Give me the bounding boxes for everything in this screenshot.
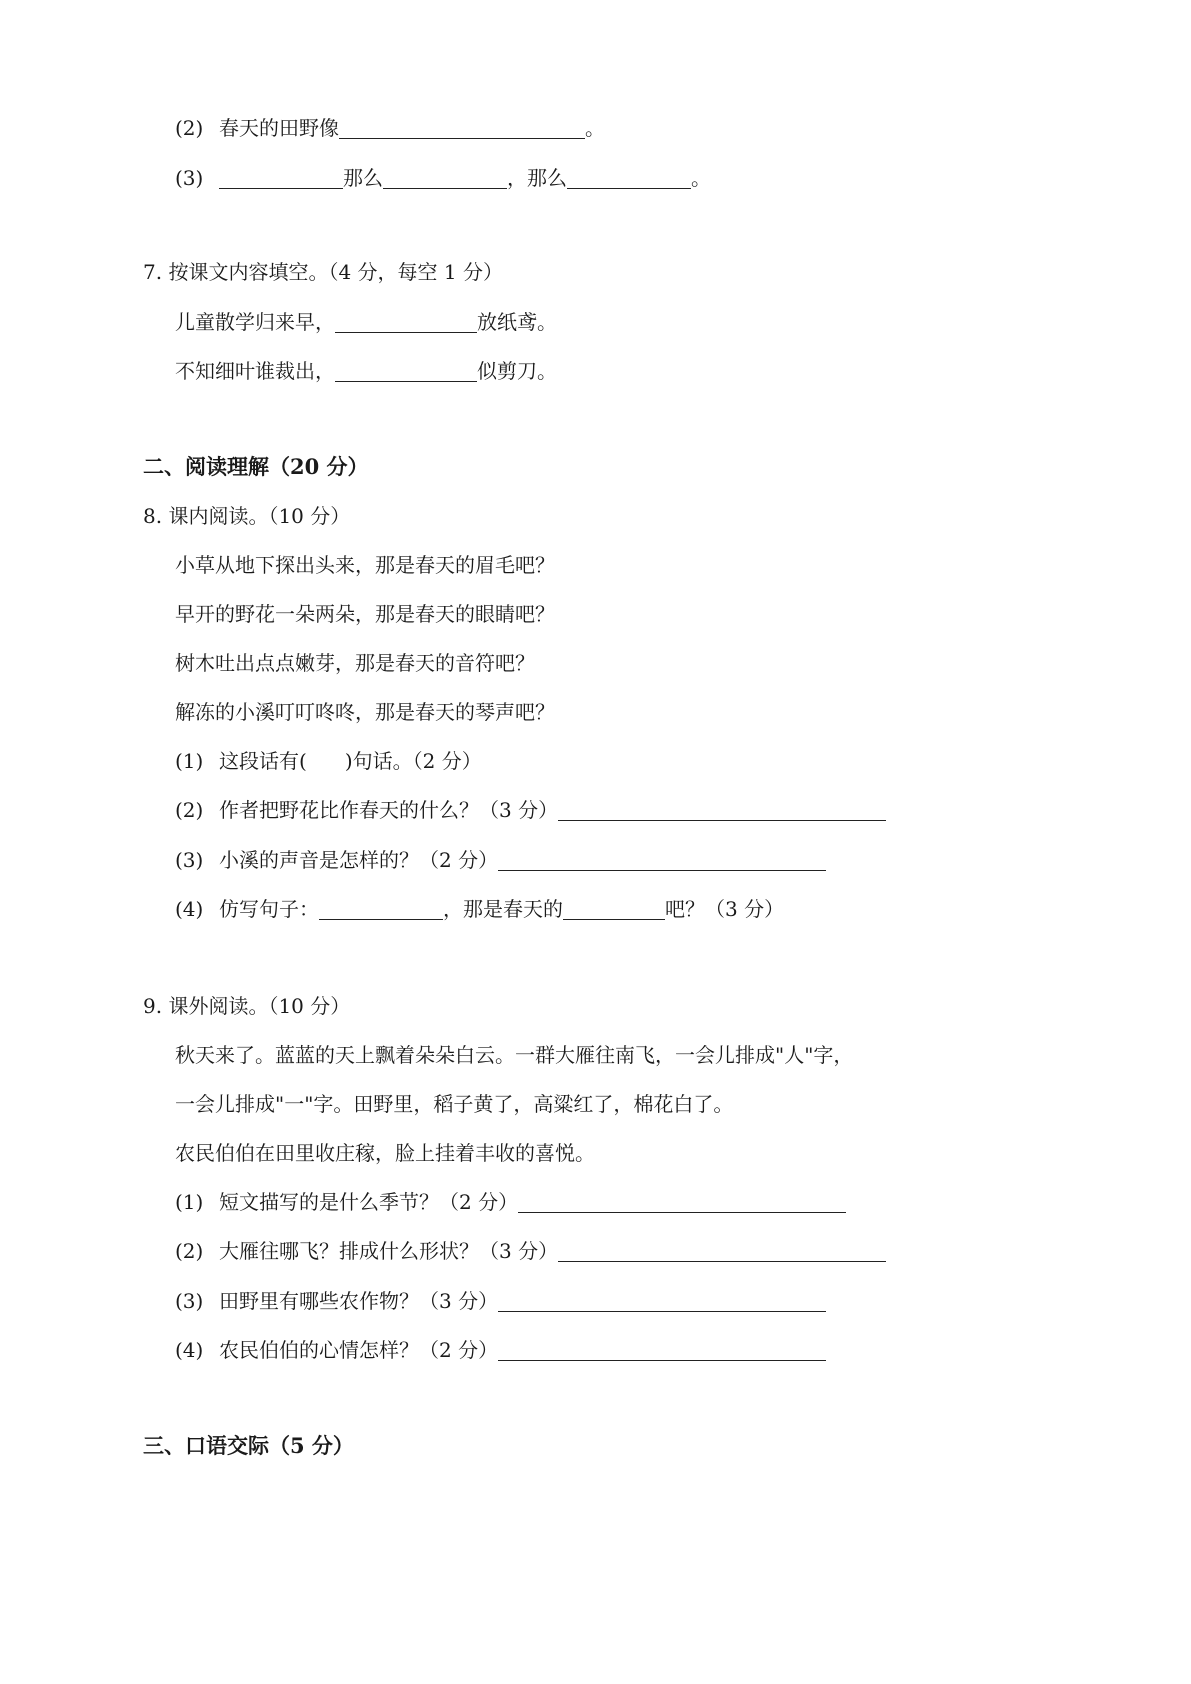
item-index: (4) (175, 897, 204, 921)
answer-blank[interactable] (319, 899, 443, 920)
item-index: (3) (175, 166, 204, 190)
answer-blank[interactable] (498, 850, 826, 871)
item-text: 那么 (343, 166, 383, 190)
item-text: 仿写句子： (219, 897, 319, 921)
q9-passage-line: 农民伯伯在田里收庄稼，脸上挂着丰收的喜悦。 (175, 1141, 595, 1165)
answer-blank[interactable] (383, 168, 507, 189)
q7-line-2 (175, 357, 557, 385)
answer-blank[interactable] (498, 1340, 826, 1361)
answer-blank[interactable] (335, 312, 477, 333)
item-text: 大雁往哪飞？排成什么形状？（3 分） (219, 1239, 559, 1263)
q8-sub-4 (175, 895, 784, 923)
punct: 。 (691, 166, 711, 190)
q8-sub-2 (175, 796, 886, 824)
q9-sub-4 (175, 1336, 826, 1364)
item-text: 春天的田野像 (219, 116, 339, 140)
answer-blank[interactable] (498, 1291, 826, 1312)
item-index: (2) (175, 798, 204, 822)
q9-sub-3 (175, 1287, 826, 1315)
item-text: 短文描写的是什么季节？（2 分） (219, 1190, 519, 1214)
item-index: (2) (175, 1239, 204, 1263)
q8-sub-1 (175, 747, 482, 775)
q6-item-2 (175, 114, 605, 142)
q7-title: 7. 按课文内容填空。（4 分，每空 1 分） (143, 260, 503, 284)
q8-passage-line: 树木吐出点点嫩芽，那是春天的音符吧？ (175, 651, 535, 675)
item-index: (1) (175, 1190, 204, 1214)
q9-sub-2 (175, 1237, 886, 1265)
line-text: 放纸鸢。 (477, 310, 557, 334)
item-index: (3) (175, 848, 204, 872)
q8-passage-line: 早开的野花一朵两朵，那是春天的眼睛吧？ (175, 602, 555, 626)
answer-blank[interactable] (339, 118, 585, 139)
q8-sub-3 (175, 846, 826, 874)
answer-blank[interactable] (567, 168, 691, 189)
line-text: 似剪刀。 (477, 359, 557, 383)
item-text: 这段话有( (219, 749, 307, 773)
answer-blank[interactable] (219, 168, 343, 189)
line-text: 儿童散学归来早， (175, 310, 335, 334)
item-index: (1) (175, 749, 204, 773)
q9-title: 9. 课外阅读。（10 分） (143, 994, 351, 1018)
answer-blank[interactable] (563, 899, 665, 920)
item-text: 小溪的声音是怎样的？（2 分） (219, 848, 499, 872)
answer-blank[interactable] (558, 800, 886, 821)
q9-sub-1 (175, 1188, 846, 1216)
punct: 。 (585, 116, 605, 140)
item-index: (2) (175, 116, 204, 140)
q9-passage-line: 一会儿排成"一"字。田野里，稻子黄了，高粱红了，棉花白了。 (175, 1092, 734, 1116)
answer-blank[interactable] (558, 1241, 886, 1262)
item-text: 吧？（3 分） (665, 897, 785, 921)
item-index: (4) (175, 1338, 204, 1362)
item-text: ，那是春天的 (443, 897, 563, 921)
item-text: ，那么 (507, 166, 567, 190)
item-index: (3) (175, 1289, 204, 1313)
answer-blank[interactable] (335, 361, 477, 382)
q8-passage-line: 解冻的小溪叮叮咚咚，那是春天的琴声吧？ (175, 700, 555, 724)
item-text: 作者把野花比作春天的什么？（3 分） (219, 798, 559, 822)
item-text: 农民伯伯的心情怎样？（2 分） (219, 1338, 499, 1362)
line-text: 不知细叶谁裁出， (175, 359, 335, 383)
answer-blank[interactable] (518, 1192, 846, 1213)
section-3-title: 三、口语交际（5 分） (143, 1433, 354, 1458)
q7-line-1 (175, 308, 557, 336)
section-2-title: 二、阅读理解（20 分） (143, 454, 369, 479)
q6-item-3 (175, 164, 711, 192)
q9-passage-line: 秋天来了。蓝蓝的天上飘着朵朵白云。一群大雁往南飞，一会儿排成"人"字， (175, 1043, 854, 1067)
item-text: )句话。（2 分） (344, 749, 482, 773)
q8-passage-line: 小草从地下探出头来，那是春天的眉毛吧？ (175, 553, 555, 577)
item-text: 田野里有哪些农作物？（3 分） (219, 1289, 499, 1313)
q8-title: 8. 课内阅读。（10 分） (143, 504, 351, 528)
